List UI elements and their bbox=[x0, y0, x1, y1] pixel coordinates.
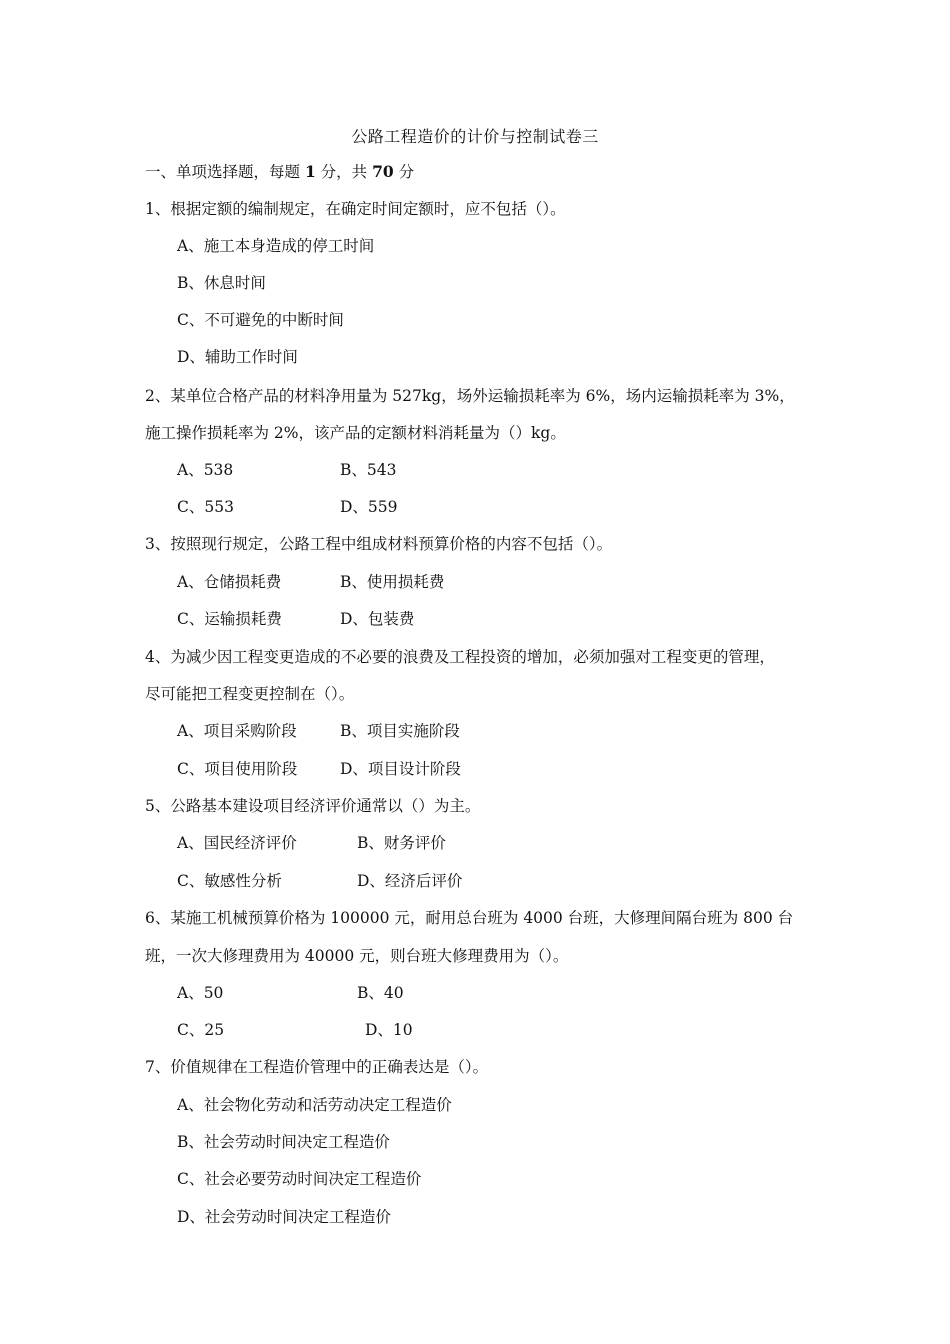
question-3-stem: 3、按照现行规定，公路工程中组成材料预算价格的内容不包括（）。 bbox=[145, 535, 613, 553]
question-4-option-d: D、项目设计阶段 bbox=[340, 760, 461, 778]
question-4-option-a: A、项目采购阶段 bbox=[177, 722, 297, 740]
question-6-option-a: A、50 bbox=[177, 984, 224, 1002]
question-4-stem-line-1: 4、为减少因工程变更造成的不必要的浪费及工程投资的增加，必须加强对工程变更的管理， bbox=[145, 648, 775, 666]
question-1-option-c: C、不可避免的中断时间 bbox=[177, 311, 344, 329]
question-6-option-b: B、40 bbox=[357, 984, 404, 1002]
question-2-stem-line-2: 施工操作损耗率为 2%，该产品的定额材料消耗量为（）kg。 bbox=[145, 424, 566, 442]
question-6-stem-line-2: 班，一次大修理费用为 40000 元，则台班大修理费用为（）。 bbox=[145, 947, 569, 965]
question-5-option-d: D、经济后评价 bbox=[357, 872, 463, 890]
question-7-option-a: A、社会物化劳动和活劳动决定工程造价 bbox=[177, 1096, 452, 1114]
question-4-stem-line-2: 尽可能把工程变更控制在（）。 bbox=[145, 685, 355, 703]
question-2-stem-line-1: 2、某单位合格产品的材料净用量为 527kg，场外运输损耗率为 6%，场内运输损耗率为 3%， bbox=[145, 387, 795, 405]
question-2-option-a: A、538 bbox=[177, 461, 234, 479]
question-3-option-a: A、仓储损耗费 bbox=[177, 573, 282, 591]
question-2-option-c: C、553 bbox=[177, 498, 234, 516]
question-1-stem: 1、根据定额的编制规定，在确定时间定额时，应不包括（）。 bbox=[145, 200, 566, 218]
question-2-option-b: B、543 bbox=[340, 461, 397, 479]
section-heading: 一、单项选择题，每题 1 分，共 70 分 bbox=[145, 162, 415, 181]
question-3-option-b: B、使用损耗费 bbox=[340, 573, 445, 591]
question-7-option-c: C、社会必要劳动时间决定工程造价 bbox=[177, 1170, 422, 1188]
document-title: 公路工程造价的计价与控制试卷三 bbox=[351, 127, 599, 146]
question-6-option-d: D、10 bbox=[365, 1021, 413, 1039]
question-7-option-b: B、社会劳动时间决定工程造价 bbox=[177, 1133, 390, 1151]
question-5-option-b: B、财务评价 bbox=[357, 834, 446, 852]
question-4-option-c: C、项目使用阶段 bbox=[177, 760, 298, 778]
question-5-stem: 5、公路基本建设项目经济评价通常以（）为主。 bbox=[145, 797, 481, 815]
question-1-option-b: B、休息时间 bbox=[177, 274, 266, 292]
question-4-option-b: B、项目实施阶段 bbox=[340, 722, 460, 740]
question-6-option-c: C、25 bbox=[177, 1021, 225, 1039]
question-5-option-a: A、国民经济评价 bbox=[177, 834, 297, 852]
question-7-stem: 7、价值规律在工程造价管理中的正确表达是（）。 bbox=[145, 1058, 489, 1076]
question-6-stem-line-1: 6、某施工机械预算价格为 100000 元，耐用总台班为 4000 台班，大修理间隔台班为 800 台 bbox=[145, 909, 794, 927]
question-3-option-c: C、运输损耗费 bbox=[177, 610, 282, 628]
question-1-option-a: A、施工本身造成的停工时间 bbox=[177, 237, 375, 255]
question-7-option-d: D、社会劳动时间决定工程造价 bbox=[177, 1208, 391, 1226]
question-5-option-c: C、敏感性分析 bbox=[177, 872, 282, 890]
question-3-option-d: D、包装费 bbox=[340, 610, 415, 628]
question-1-option-d: D、辅助工作时间 bbox=[177, 348, 298, 366]
question-2-option-d: D、559 bbox=[340, 498, 398, 516]
